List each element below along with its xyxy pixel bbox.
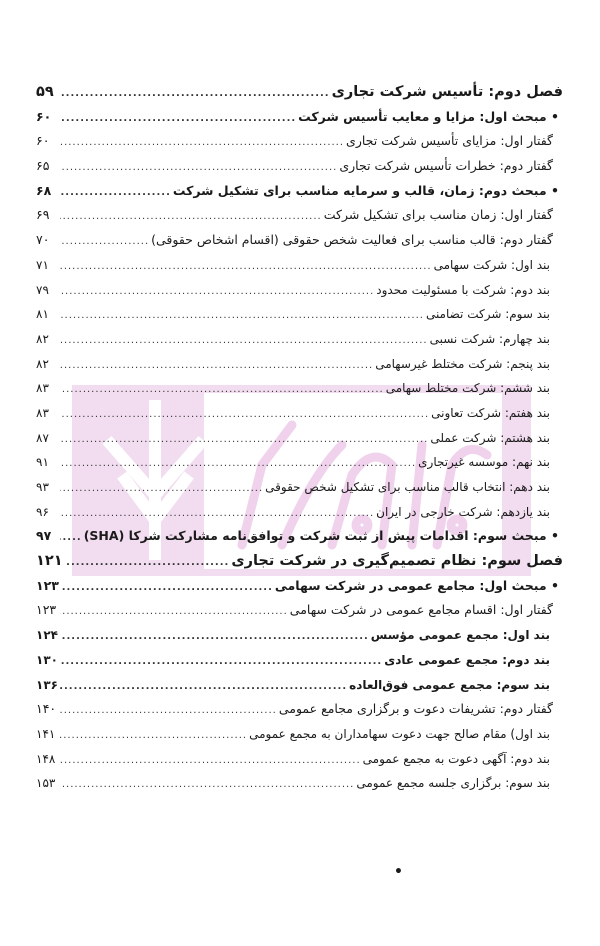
dot-leader bbox=[60, 304, 424, 329]
toc-entry-page: ۸۳ bbox=[36, 405, 49, 420]
toc-entry-item[interactable] bbox=[36, 253, 563, 278]
toc-entry-title: بند دوم: آگهی دعوت به مجمع عمومی bbox=[362, 751, 550, 766]
dot-leader bbox=[60, 205, 322, 230]
toc-entry-title: بند دوم: مجمع عمومی عادی bbox=[384, 652, 550, 667]
toc-entry-item[interactable] bbox=[36, 302, 563, 327]
toc-entry-page: ۱۵۳ bbox=[36, 776, 56, 791]
toc-entry-page: ۹۶ bbox=[36, 504, 49, 519]
toc-entry-page: ۷۹ bbox=[36, 282, 49, 297]
toc-entry-title: بند اول) مقام صالح جهت دعوت سهامداران به مجمع عمومی bbox=[249, 726, 550, 741]
toc-entry-item-bold[interactable] bbox=[36, 673, 563, 698]
toc-entry-page: ۸۲ bbox=[36, 331, 49, 346]
toc-entry-page: ۱۲۳ bbox=[36, 602, 57, 618]
dot-leader bbox=[60, 452, 416, 477]
toc-entry-item[interactable] bbox=[36, 327, 563, 352]
dot-leader bbox=[60, 650, 382, 675]
toc-entry-part[interactable] bbox=[36, 129, 563, 154]
toc-entry-title: گفتار دوم: خطرات تأسیس شرکت تجاری bbox=[339, 158, 553, 174]
dot-leader bbox=[60, 773, 354, 798]
toc-entry-chapter[interactable] bbox=[36, 549, 563, 574]
toc-entry-page: ۸۲ bbox=[36, 356, 49, 371]
toc-entry-title: گفتار اول: زمان مناسب برای تشکیل شرکت bbox=[323, 207, 553, 223]
toc-entry-item[interactable] bbox=[36, 475, 563, 500]
dot-leader bbox=[60, 502, 374, 527]
toc-entry-item[interactable] bbox=[36, 722, 563, 747]
toc-entry-part[interactable] bbox=[36, 203, 563, 228]
toc-entry-page: ۸۳ bbox=[36, 381, 49, 396]
dot-leader bbox=[60, 699, 277, 724]
toc-entry-title: بند هفتم: شرکت تعاونی bbox=[431, 405, 550, 420]
dot-leader bbox=[60, 354, 373, 379]
dot-leader bbox=[60, 675, 347, 700]
toc-entry-title: بند دهم: انتخاب قالب مناسب برای تشکیل شخص حقوقی bbox=[265, 480, 550, 494]
toc-entry-title: بند سوم: شرکت تضامنی bbox=[425, 307, 550, 322]
dot-leader bbox=[60, 526, 82, 551]
toc-entry-page: ۱۴۱ bbox=[36, 726, 56, 741]
dot-leader bbox=[60, 280, 374, 305]
toc-entry-title: فصل دوم: تأسیس شرکت تجاری bbox=[331, 84, 563, 100]
toc-entry-page: ۹۱ bbox=[36, 455, 49, 470]
toc-entry-section[interactable] bbox=[36, 574, 563, 599]
toc-entry-title: بند اول: شرکت سهامی bbox=[433, 257, 550, 272]
toc-entry-page: ۷۱ bbox=[36, 257, 49, 272]
toc-entry-page: ۶۵ bbox=[36, 158, 50, 174]
dot-leader bbox=[60, 600, 288, 625]
dot-leader bbox=[60, 428, 428, 453]
toc-entry-item[interactable] bbox=[36, 352, 563, 377]
toc-entry-title: بند سوم: برگزاری جلسه مجمع عمومی bbox=[356, 776, 550, 791]
dot-leader bbox=[65, 551, 230, 576]
dot-leader bbox=[60, 230, 149, 255]
dot-leader bbox=[60, 82, 330, 107]
toc-entry-page: ۶۰ bbox=[36, 108, 52, 124]
dot-leader bbox=[60, 131, 344, 156]
toc-entry-title: بند یازدهم: شرکت خارجی در ایران bbox=[376, 504, 550, 519]
toc-entry-page: ۶۰ bbox=[36, 133, 50, 149]
toc-entry-chapter[interactable] bbox=[36, 80, 563, 105]
toc-entry-section[interactable] bbox=[36, 105, 563, 130]
dot-leader bbox=[60, 625, 369, 650]
toc-entry-page: ۶۸ bbox=[36, 182, 52, 198]
toc-entry-section[interactable] bbox=[36, 524, 563, 549]
toc-entry-page: ۱۳۰ bbox=[36, 652, 58, 667]
toc-entry-page: ۷۰ bbox=[36, 232, 50, 248]
table-of-contents bbox=[36, 80, 563, 796]
toc-entry-part[interactable] bbox=[36, 697, 563, 722]
toc-entry-page: ۹۳ bbox=[36, 480, 49, 494]
toc-entry-title: بند سوم: مجمع عمومی فوق‌العاده bbox=[349, 677, 550, 692]
toc-entry-page: ۵۹ bbox=[36, 84, 54, 100]
dot-leader bbox=[61, 576, 273, 601]
toc-entry-page: ۸۷ bbox=[36, 430, 49, 445]
toc-entry-item[interactable] bbox=[36, 747, 563, 772]
toc-entry-page: ۱۳۶ bbox=[36, 677, 58, 692]
toc-entry-title: • مبحث دوم: زمان، قالب و سرمایه مناسب برای تشکیل شرکت bbox=[172, 182, 559, 198]
toc-entry-page: ۱۴۰ bbox=[36, 701, 57, 717]
toc-entry-page: ۸۱ bbox=[36, 307, 49, 322]
toc-entry-section[interactable] bbox=[36, 179, 563, 204]
toc-entry-title: بند اول: مجمع عمومی مؤسس bbox=[370, 628, 550, 643]
toc-entry-title: بند نهم: موسسه غیرتجاری bbox=[418, 455, 550, 470]
page-number: • bbox=[394, 864, 403, 880]
toc-entry-page: ۹۷ bbox=[36, 528, 52, 544]
dot-leader bbox=[60, 255, 432, 280]
toc-entry-item[interactable] bbox=[36, 450, 563, 475]
toc-entry-title: • مبحث اول: مزایا و معایب تأسیس شرکت bbox=[298, 108, 559, 124]
toc-entry-title: بند هشتم: شرکت عملی bbox=[430, 430, 550, 445]
toc-entry-item[interactable] bbox=[36, 426, 563, 451]
toc-entry-item[interactable] bbox=[36, 376, 563, 401]
toc-entry-item-bold[interactable] bbox=[36, 623, 563, 648]
toc-entry-title: • مبحث سوم: اقدامات پیش از ثبت شرکت و توافق‌نامه مشارکت شرکا (SHA) bbox=[83, 528, 559, 544]
dot-leader bbox=[60, 378, 384, 403]
toc-entry-page: ۶۹ bbox=[36, 207, 50, 223]
toc-entry-title: • مبحث اول: مجامع عمومی در شرکت سهامی bbox=[274, 577, 559, 593]
dot-leader bbox=[60, 403, 429, 428]
toc-entry-part[interactable] bbox=[36, 598, 563, 623]
toc-entry-page: ۱۲۴ bbox=[36, 628, 58, 643]
dot-leader bbox=[60, 724, 247, 749]
toc-entry-title: گفتار اول: مزایای تأسیس شرکت تجاری bbox=[346, 133, 553, 149]
toc-entry-title: فصل سوم: نظام تصمیم‌گیری در شرکت تجاری bbox=[231, 553, 563, 570]
toc-entry-item[interactable] bbox=[36, 278, 563, 303]
toc-entry-title: گفتار دوم: تشریفات دعوت و برگزاری مجامع عمومی bbox=[278, 701, 553, 717]
dot-leader bbox=[60, 181, 171, 206]
dot-leader bbox=[60, 749, 361, 774]
dot-leader bbox=[60, 107, 296, 132]
toc-entry-title: بند ششم: شرکت مختلط سهامی bbox=[385, 381, 550, 396]
toc-entry-part[interactable] bbox=[36, 228, 563, 253]
toc-entry-title: گفتار اول: اقسام مجامع عمومی در شرکت سهامی bbox=[289, 602, 553, 618]
toc-entry-title: بند چهارم: شرکت نسبی bbox=[429, 331, 550, 346]
toc-entry-item-bold[interactable] bbox=[36, 648, 563, 673]
toc-entry-page: ۱۲۳ bbox=[36, 577, 59, 593]
toc-entry-title: بند پنجم: شرکت مختلط غیرسهامی bbox=[375, 356, 550, 371]
toc-entry-item[interactable] bbox=[36, 401, 563, 426]
toc-entry-title: گفتار دوم: قالب مناسب برای فعالیت شخص حقوقی (اقسام اشخاص حقوقی) bbox=[151, 232, 553, 248]
toc-entry-title: بند دوم: شرکت با مسئولیت محدود bbox=[376, 282, 550, 297]
toc-entry-page: ۱۲۱ bbox=[36, 553, 63, 570]
dot-leader bbox=[60, 477, 263, 502]
toc-entry-part[interactable] bbox=[36, 154, 563, 179]
toc-entry-item[interactable] bbox=[36, 500, 563, 525]
toc-entry-page: ۱۴۸ bbox=[36, 751, 56, 766]
toc-entry-item[interactable] bbox=[36, 771, 563, 796]
dot-leader bbox=[60, 156, 337, 181]
dot-leader bbox=[60, 329, 428, 354]
